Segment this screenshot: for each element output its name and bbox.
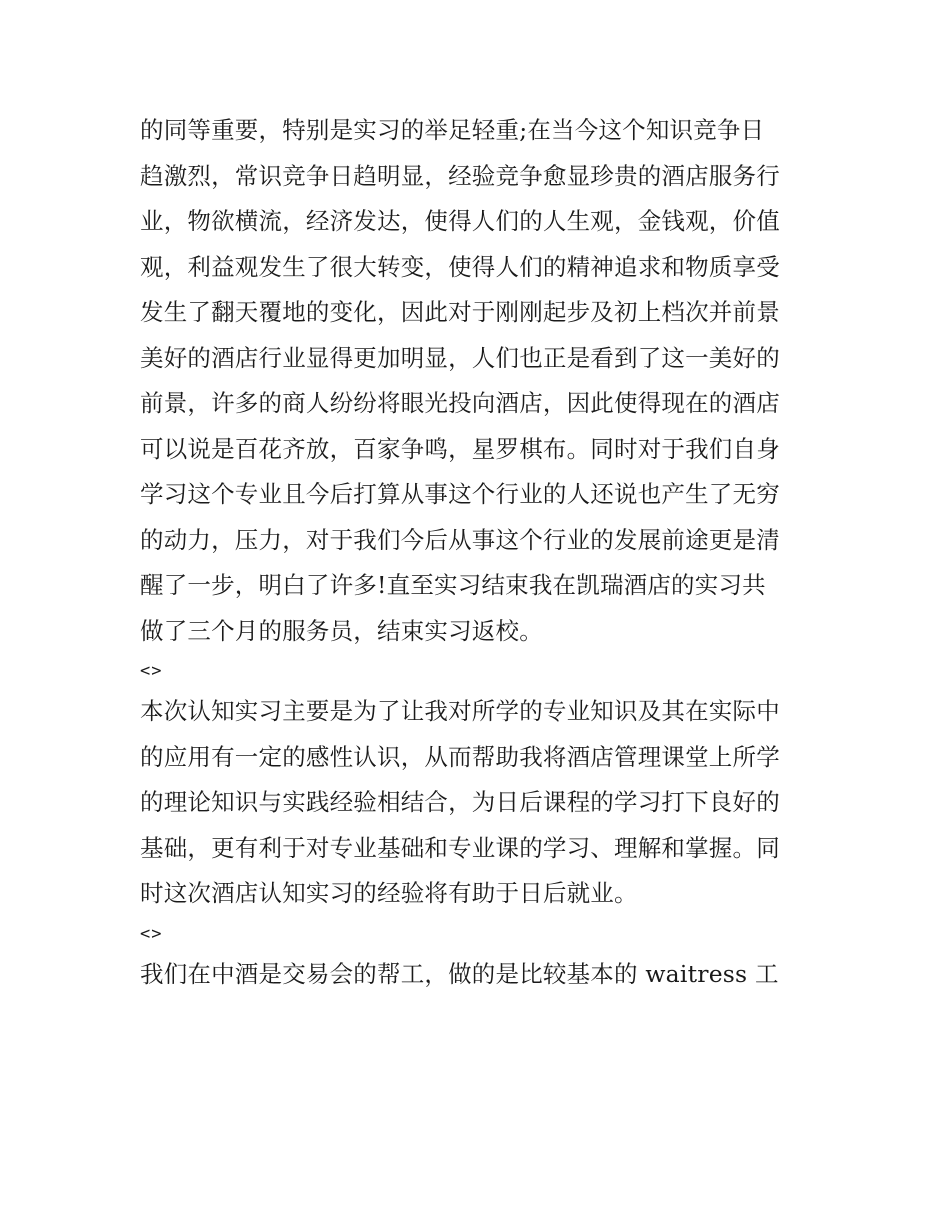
paragraph-line: 美好的酒店行业显得更加明显，人们也正是看到了这一美好的 xyxy=(140,343,780,372)
paragraph-line: 时这次酒店认知实习的经验将有助于日后就业。 xyxy=(140,879,638,907)
section-marker: <> xyxy=(140,661,163,681)
paragraph-line: 的理论知识与实践经验相结合，为日后课程的学习打下良好的 xyxy=(140,788,780,816)
paragraph-line: 的应用有一定的感性认识，从而帮助我将酒店管理课堂上所学 xyxy=(140,742,780,771)
paragraph-line: 醒了一步，明白了许多!直至实习结束我在凯瑞酒店的实习共 xyxy=(140,571,766,599)
paragraph-line: 可以说是百花齐放，百家争鸣，星罗棋布。同时对于我们自身 xyxy=(140,434,780,463)
paragraph-2 xyxy=(140,689,820,917)
paragraph-1 xyxy=(140,108,820,654)
paragraph-line: 发生了翻天覆地的变化，因此对于刚刚起步及初上档次并前景 xyxy=(140,298,780,326)
paragraph-line: 本次认知实习主要是为了让我对所学的专业知识及其在实际中 xyxy=(140,697,780,725)
paragraph-3 xyxy=(140,952,820,998)
paragraph-line: 学习这个专业且今后打算从事这个行业的人还说也产生了无穷 xyxy=(140,480,780,508)
paragraph-line: 前景，许多的商人纷纷将眼光投向酒店，因此使得现在的酒店 xyxy=(140,389,780,417)
paragraph-line: 趋激烈，常识竞争日趋明显，经验竞争愈显珍贵的酒店服务行 xyxy=(140,161,780,190)
paragraph-line: 的动力，压力，对于我们今后从事这个行业的发展前途更是清 xyxy=(140,525,780,554)
section-marker: <> xyxy=(140,923,163,944)
paragraph-line: 基础，更有利于对专业基础和专业课的学习、理解和掌握。同 xyxy=(140,833,780,862)
paragraph-line: 做了三个月的服务员，结束实习返校。 xyxy=(140,616,543,645)
paragraph-line: 业，物欲横流，经济发达，使得人们的人生观，金钱观，价值 xyxy=(140,207,780,235)
paragraph-line: 的同等重要，特别是实习的举足轻重;在当今这个知识竞争日 xyxy=(140,116,765,144)
paragraph-line: 我们在中酒是交易会的帮工，做的是比较基本的 waitress 工 xyxy=(140,959,779,988)
paragraph-line: 观，利益观发生了很大转变，使得人们的精神追求和物质享受 xyxy=(140,252,780,281)
document-page xyxy=(140,108,820,997)
